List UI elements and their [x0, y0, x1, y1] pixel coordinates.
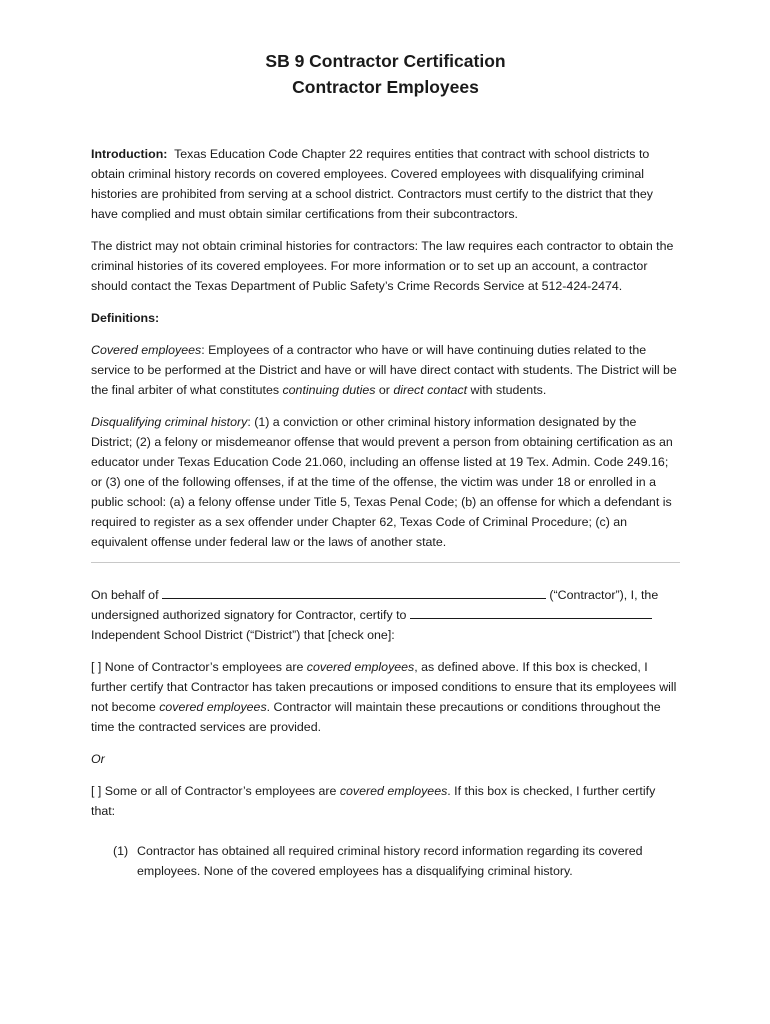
numbered-item-1: [91, 841, 680, 881]
title-block: [91, 48, 680, 100]
checkbox-none-covered[interactable]: [ ]: [91, 660, 102, 674]
introduction-text: Texas Education Code Chapter 22 requires entities that contract with school districts to obtain criminal history records on covered employees. Covered employees with disqualifying criminal histories are prohibited from serving at a school district. Contractors must certify to the district that they have complied and must obtain similar certifications from their subcontractors.: [91, 147, 653, 221]
contractor-name-field[interactable]: [162, 585, 546, 599]
disqualifying-history-definition: Disqualifying criminal history: (1) a conviction or other criminal history information designated by the District; (2) a felony or misdemeanor offense that would prevent a person from obtaining certification as an educator under Texas Education Code 21.060, including an offense listed at 19 Tex. Admin. Code 249.16; or (3) one of the following offenses, if at the time of the offense, the victim was under 18 or enrolled in a public school: (a) a felony offense under Title 5, Texas Penal Code; (b) an offense for which a defendant is required to register as a sex offender under Chapter 62, Texas Code of Criminal Procedure; (c) an equivalent offense under federal law or the laws of another state.: [91, 415, 673, 549]
section-divider: [91, 562, 680, 563]
item-number: (1): [113, 844, 129, 858]
checkbox-some-covered[interactable]: [ ]: [91, 784, 102, 798]
introduction-label: Introduction:: [91, 147, 168, 161]
district-paragraph: The district may not obtain criminal histories for contractors: The law requires each contractor to obtain the criminal histories of its covered employees. For more information or to set up an account, a contractor should contact the Texas Department of Public Safety’s Crime Records Service at 512-424-2474.: [91, 239, 674, 293]
or-label: Or: [91, 752, 105, 766]
covered-employees-definition: Covered employees: Employees of a contractor who have or will have continuing duties related to the service to be performed at the District and have or will have direct contact with students. The District will be the final arbiter of what constitutes continuing duties or direct contact with students.: [91, 343, 677, 397]
district-name-field[interactable]: [410, 605, 652, 619]
covered-employees-term: Covered employees: [91, 343, 202, 357]
item-text: Contractor has obtained all required criminal history record information regarding its covered employees. None of the covered employees has a disqualifying criminal history.: [137, 844, 643, 878]
option-no-covered-employees: [ ] None of Contractor’s employees are covered employees, as defined above. If this box is checked, I further certify that Contractor has taken precautions or imposed conditions to ensure that its employees will not become covered employees. Contractor will maintain these precautions or conditions throughout the time the contracted services are provided.: [91, 660, 677, 734]
disqualifying-history-term: Disqualifying criminal history: [91, 415, 248, 429]
document-subtitle: Contractor Employees: [292, 77, 479, 97]
option-some-covered-employees: [ ] Some or all of Contractor’s employees are covered employees. If this box is checked, I further certify that:: [91, 784, 656, 818]
definitions-heading: Definitions:: [91, 311, 160, 325]
introduction-paragraph: [91, 144, 680, 224]
certification-paragraph: On behalf of (“Contractor”), I, the undersigned authorized signatory for Contractor, certify to Independent School District (“District”) that [check one]:: [91, 585, 680, 645]
document-title: SB 9 Contractor Certification: [265, 51, 506, 71]
